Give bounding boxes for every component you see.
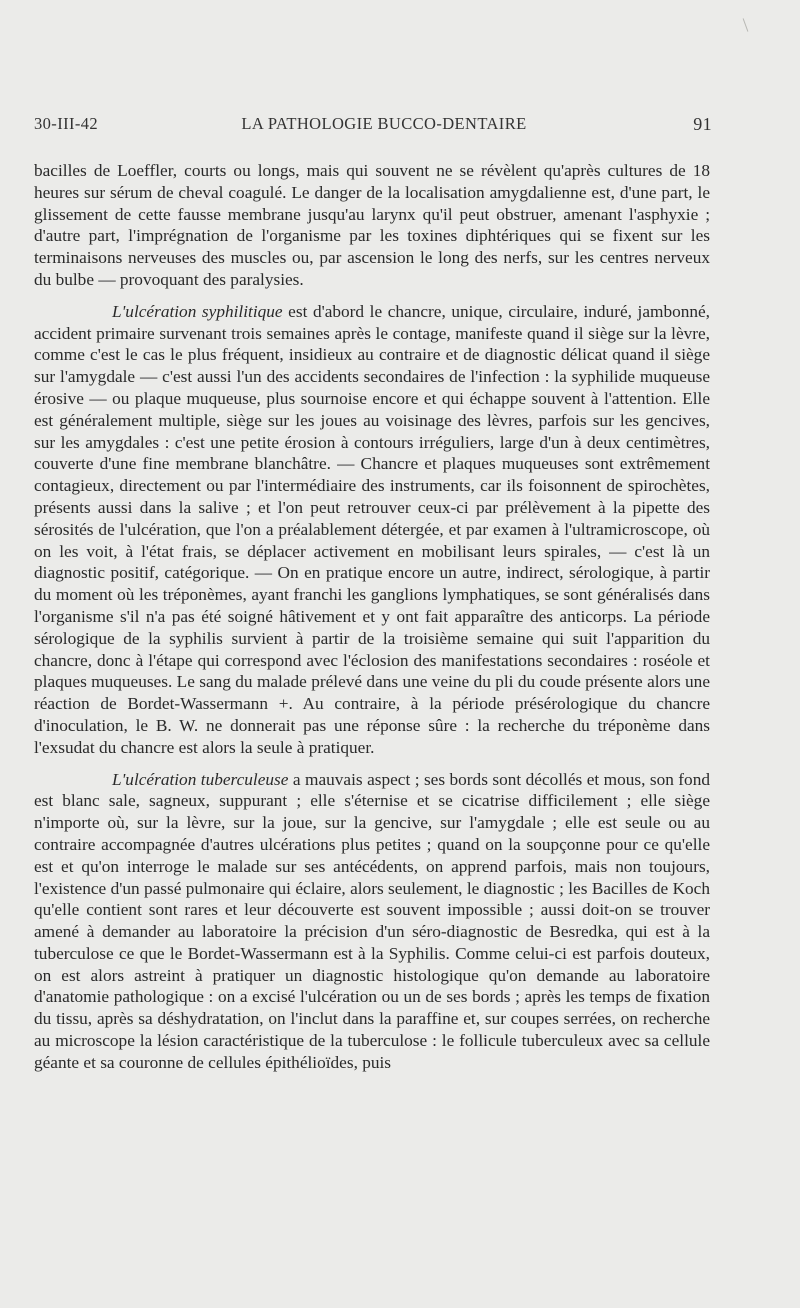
page-crease-mark bbox=[743, 18, 749, 31]
running-head bbox=[34, 114, 712, 138]
paragraph-text: a mauvais aspect ; ses bords sont décollés et mous, son fond est blanc sale, sagneux, suppurant ; elle s'éternise et se cicatrise difficilement ; elle siège n'importe où, sur la lèvre, sur la joue, sur la gencive, sur l'amygdale ; elle est seule ou au contraire accompagnée d'autres ulcérations plus petites ; quand on la soupçonne pour ce qu'elle est et qu'on interroge le malade sur ses antécédents, on apprend parfois, mais non toujours, l'existence d'un passé pulmonaire qui éclaire, alors seulement, le diagnostic ; les Bacilles de Koch qu'elle contient sont rares et leur découverte est souvent impossible ; aussi doit-on se trouver amené à demander au laboratoire la précision d'un séro-diagnostic de Besredka, qui est à la tuberculose ce que le Bordet-Wassermann est à la Syphilis. Comme celui-ci est parfois douteux, on est alors astreint à pratiquer un diagnostic histologique qu'on demande au laboratoire d'anatomie pathologique : on a excisé l'ulcération ou un de ses bords ; après les temps de fixation du tissu, après sa déshydratation, on l'inclut dans la paraffine et, sur coupes serrées, on recherche au microscope la lésion caractéristique de la tuberculose : le follicule tuberculeux avec sa cellule géante et sa couronne de cellules épithélioïdes, puis bbox=[34, 769, 710, 1072]
body-text bbox=[34, 160, 710, 1074]
paragraph-tuberculous-ulceration bbox=[34, 769, 710, 1074]
paragraph-diphtheria-continued bbox=[34, 160, 710, 291]
paragraph-lead: L'ulcération tuberculeuse bbox=[112, 769, 289, 789]
paragraph-text: bacilles de Loeffler, courts ou longs, mais qui souvent ne se révèlent qu'après cultures de 18 heures sur sérum de cheval coagulé. Le danger de la localisation amygdalienne est, d'une part, le glissement de cette fausse membrane jusqu'au larynx qu'il peut obstruer, amenant l'asphyxie ; d'autre part, l'imprégnation de l'organisme par les toxines diphtériques qui se fixent sur les terminaisons nerveuses des muscles ou, par ascension le long des nerfs, sur les centres nerveux du bulbe — provoquant des paralysies. bbox=[34, 161, 710, 289]
header-date: 30-III-42 bbox=[34, 114, 99, 133]
header-title: LA PATHOLOGIE BUCCO-DENTAIRE bbox=[241, 114, 527, 133]
page-number: 91 bbox=[693, 114, 712, 134]
paragraph-lead: L'ulcération syphilitique bbox=[112, 301, 283, 321]
paragraph-text: est d'abord le chancre, unique, circulaire, induré, jambonné, accident primaire survenant trois semaines après le contage, manifeste quand il siège sur la lèvre, comme c'est le cas le plus fréquent, insidieux au contraire et de diagnostic délicat quand il siège sur l'amygdale — c'est aussi l'un des accidents secondaires de l'infection : la syphilide muqueuse érosive — ou plaque muqueuse, plus sournoise encore et qui échappe souvent à l'attention. Elle est généralement multiple, siège sur les joues au voisinage des lèvres, parfois sur les gencives, sur les amygdales : c'est une petite érosion à contours irréguliers, large d'un à deux centimètres, couverte d'une fine membrane blanchâtre. — Chancre et plaques muqueuses sont extrêmement contagieux, directement ou par l'intermédiaire des instruments, car ils foisonnent de spirochètes, présents aussi dans la salive ; et l'on peut retrouver ceux-ci par prélèvement à la pipette des sérosités de l'ulcération, que l'on a préalablement détergée, et par examen à l'ultramicroscope, où on les voit, à l'état frais, se déplacer activement en mobilisant leurs spirales, — c'est là un diagnostic positif, catégorique. — On en pratique encore un autre, indirect, sérologique, à partir du moment où les tréponèmes, ayant franchi les ganglions lymphatiques, se sont généralisés dans l'organisme s'il n'a pas été soigné hâtivement et y ont fait apparaître des anticorps. La période sérologique de la syphilis survient à partir de la troisième semaine qui suit l'apparition du chancre, donc à l'étape qui correspond avec l'éclosion des manifestations secondaires : roséole et plaques muqueuses. Le sang du malade prélevé dans une veine du pli du coude présente alors une réaction de Bordet-Wassermann +. Au contraire, à la période présérologique du chancre d'inoculation, le B. W. ne donnerait pas une réponse sûre : la recherche du tréponème dans l'exsudat du chancre est alors la seule à pratiquer. bbox=[34, 301, 711, 757]
paragraph-syphilitic-ulceration bbox=[34, 301, 710, 759]
